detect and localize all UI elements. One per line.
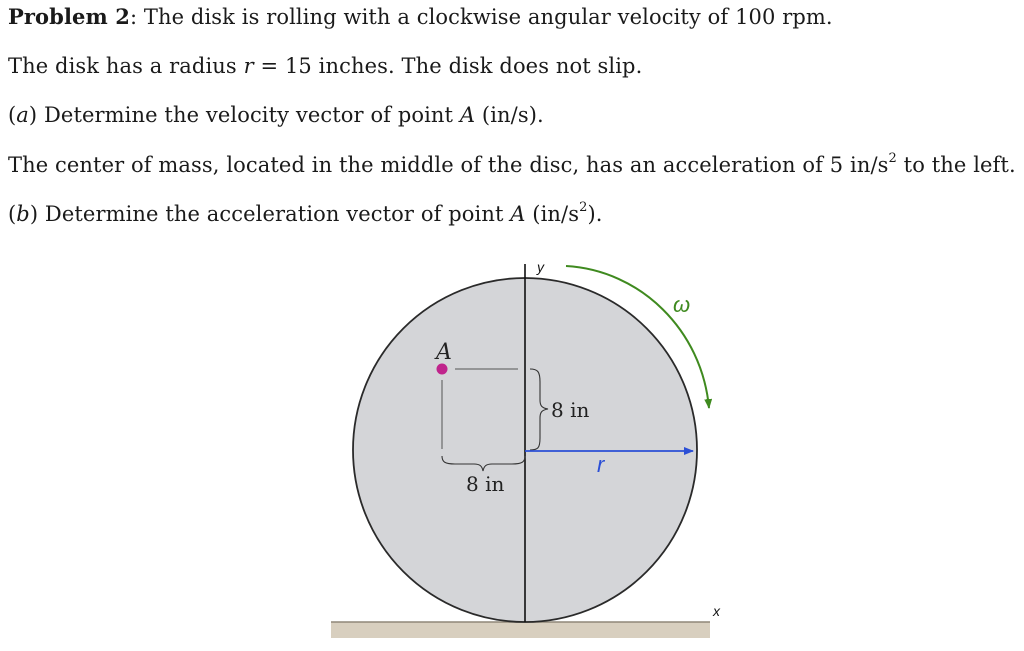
part-a-text: Determine the velocity vector of point	[37, 103, 460, 127]
horizontal-dimension-label: 8 in	[466, 472, 505, 496]
x-axis-label: x	[713, 603, 720, 619]
radius-label: r	[597, 452, 605, 477]
point-a-label: A	[436, 340, 452, 365]
radius-statement-start: The disk has a radius	[8, 54, 244, 78]
part-b-units-exponent: 2	[579, 200, 588, 215]
part-b-units-end: ).	[587, 202, 603, 226]
vertical-dimension-label: 8 in	[551, 398, 590, 422]
radius-statement-end: = 15 inches. The disk does not slip.	[253, 54, 643, 78]
part-b-label: b	[16, 202, 30, 226]
ground	[331, 622, 710, 638]
radius-symbol: r	[243, 54, 254, 78]
problem-label: Problem 2	[8, 4, 130, 29]
acceleration-statement-end: to the left.	[896, 153, 1016, 177]
omega-label: ω	[673, 292, 691, 317]
point-a-marker	[437, 364, 448, 375]
part-a-point-symbol: A	[459, 103, 476, 127]
problem-statement-1: : The disk is rolling with a clockwise angular velocity of 100 rpm.	[129, 5, 833, 29]
part-a-line: (a) Determine the velocity vector of point A (in/s).	[8, 103, 544, 127]
part-a-label: a	[16, 103, 29, 127]
part-b-line: (b) Determine the acceleration vector of point A $(in/s^2)$.	[8, 200, 603, 226]
part-b-point-symbol: A	[510, 202, 526, 226]
part-b-text: Determine the acceleration vector of point	[38, 202, 511, 226]
acceleration-exponent: 2	[888, 151, 897, 166]
y-axis-label: y	[537, 259, 544, 275]
part-b-units-start: (in/s	[525, 202, 580, 226]
part-a-units: (in/s).	[475, 103, 544, 127]
acceleration-statement: The center of mass, located in the middle of the disc, has an acceleration of 5 in/s	[8, 153, 889, 177]
